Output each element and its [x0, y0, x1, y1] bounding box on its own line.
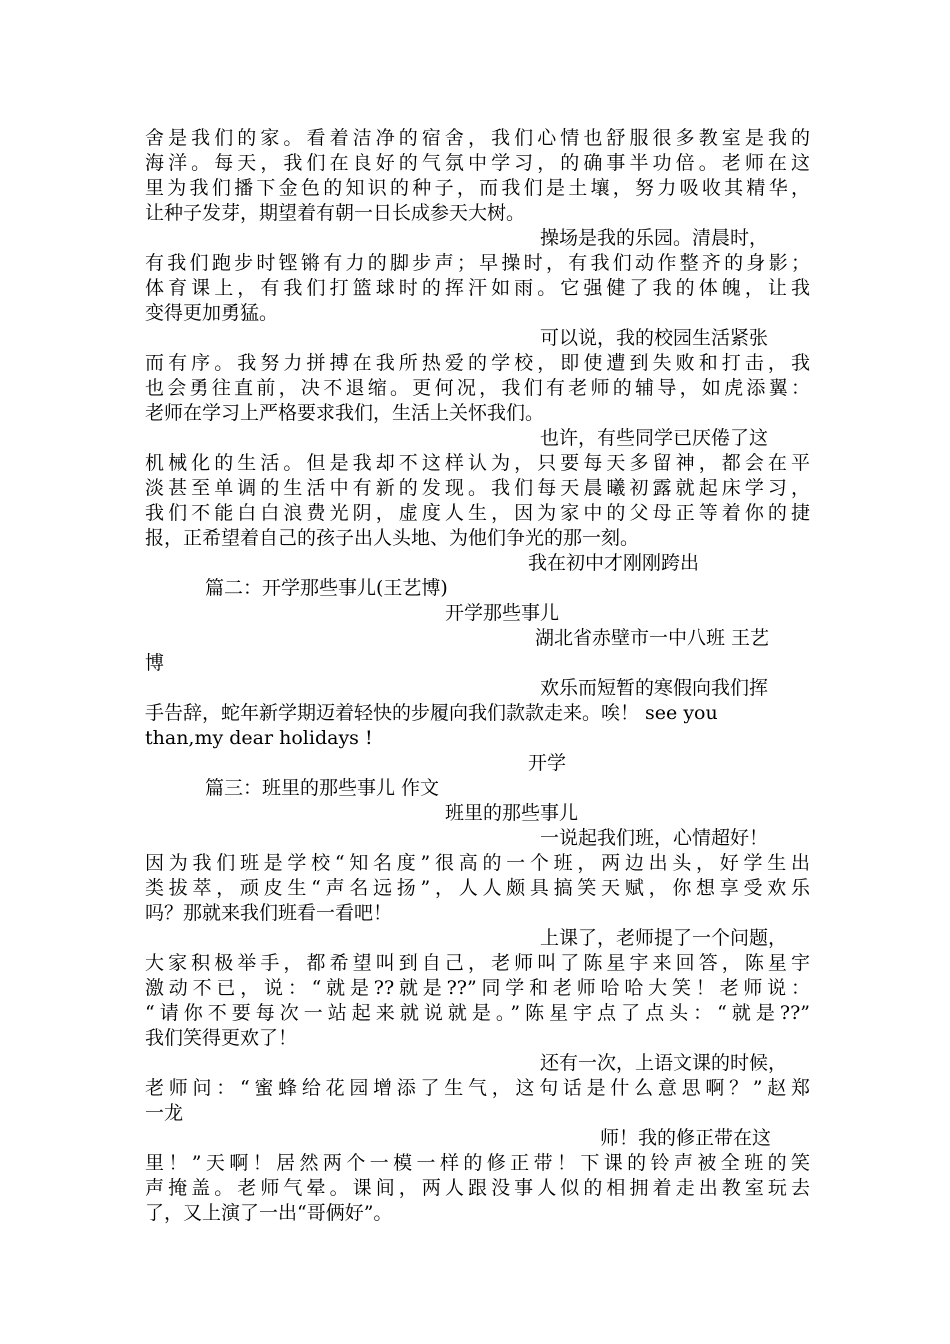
text-line: 一龙	[145, 1102, 184, 1124]
text-line: 也会勇往直前，决不退缩。更何况，我们有老师的辅导，如虎添翼：	[145, 377, 810, 399]
text-line: 大家积极举手，都希望叫到自己，老师叫了陈星宇来回答，陈星宇	[145, 952, 810, 974]
text-line: 还有一次，上语文课的时候，	[540, 1052, 788, 1074]
text-line: 上课了，老师提了一个问题，	[540, 927, 788, 949]
section-heading: 篇三：班里的那些事儿 作文	[205, 777, 440, 799]
text-line: 我们笑得更欢了！	[145, 1027, 298, 1049]
text-line: 博	[145, 652, 165, 674]
text-line: 吗？那就来我们班看一看吧！	[145, 902, 393, 924]
text-line: 机械化的生活。但是我却不这样认为，只要每天多留神，都会在平	[145, 452, 810, 474]
text-line: 我们不能白白浪费光阴，虚度人生，因为家中的父母正等着你的捷	[145, 502, 810, 524]
text-line: 变得更加勇猛。	[145, 302, 279, 324]
text-line: 里！”天啊！居然两个一模一样的修正带！下课的铃声被全班的笑	[145, 1152, 810, 1174]
text-line: than,my dear holidays !	[145, 727, 373, 749]
text-line: 老师在学习上严格要求我们，生活上关怀我们。	[145, 402, 545, 424]
text-line: 也许，有些同学已厌倦了这	[540, 427, 769, 449]
text-line: 舍是我们的家。看着洁净的宿舍，我们心情也舒服很多教室是我的	[145, 127, 810, 149]
text-line: 一说起我们班，心情超好！	[540, 827, 769, 849]
text-line: 因为我们班是学校“知名度”很高的一个班，两边出头，好学生出	[145, 852, 810, 874]
text-line: 了，又上演了一出“哥俩好”。	[145, 1202, 393, 1224]
text-line: 里为我们播下金色的知识的种子，而我们是土壤，努力吸收其精华，	[145, 177, 810, 199]
text-line: 手告辞，蛇年新学期迈着轻快的步履向我们款款走来。唉！ see you	[145, 702, 718, 724]
text-line: 报，正希望着自己的孩子出人头地、为他们争光的那一刻。	[145, 527, 640, 549]
text-line: “请你不要每次一站起来就说就是。”陈星宇点了点头：“就是??”	[145, 1002, 810, 1024]
author-line: 湖北省赤壁市一中八班 王艺	[535, 627, 770, 649]
section-heading: 篇二：开学那些事儿(王艺博)	[205, 577, 448, 599]
text-line: 我在初中才刚刚跨出	[528, 552, 700, 574]
text-line: 师！我的修正带在这	[600, 1127, 772, 1149]
article-title: 班里的那些事儿	[445, 802, 579, 824]
text-line: 淡甚至单调的生活中有新的发现。我们每天晨曦初露就起床学习，	[145, 477, 810, 499]
text-line: 而有序。我努力拼搏在我所热爱的学校，即使遭到失败和打击，我	[145, 352, 810, 374]
text-line: 欢乐而短暂的寒假向我们挥	[540, 677, 769, 699]
text-line: 开学	[528, 752, 567, 774]
text-line: 老师问：“蜜蜂给花园增添了生气，这句话是什么意思啊？”赵郑	[145, 1077, 810, 1099]
text-line: 操场是我的乐园。清晨时，	[540, 227, 769, 249]
text-line: 让种子发芽，期望着有朝一日长成参天大树。	[145, 202, 526, 224]
text-line: 类拔萃，顽皮生“声名远扬”，人人颇具搞笑天赋，你想享受欢乐	[145, 877, 810, 899]
text-line: 可以说，我的校园生活紧张	[540, 327, 769, 349]
text-line: 有我们跑步时铿锵有力的脚步声；早操时，有我们动作整齐的身影；	[145, 252, 810, 274]
article-title: 开学那些事儿	[445, 602, 560, 624]
text-line: 海洋。每天，我们在良好的气氛中学习，的确事半功倍。老师在这	[145, 152, 810, 174]
text-line: 体育课上，有我们打篮球时的挥汗如雨。它强健了我的体魄，让我	[145, 277, 810, 299]
text-line: 激动不已，说：“就是??就是??”同学和老师哈哈大笑！老师说：	[145, 977, 810, 999]
text-line: 声掩盖。老师气晕。课间，两人跟没事人似的相拥着走出教室玩去	[145, 1177, 810, 1199]
